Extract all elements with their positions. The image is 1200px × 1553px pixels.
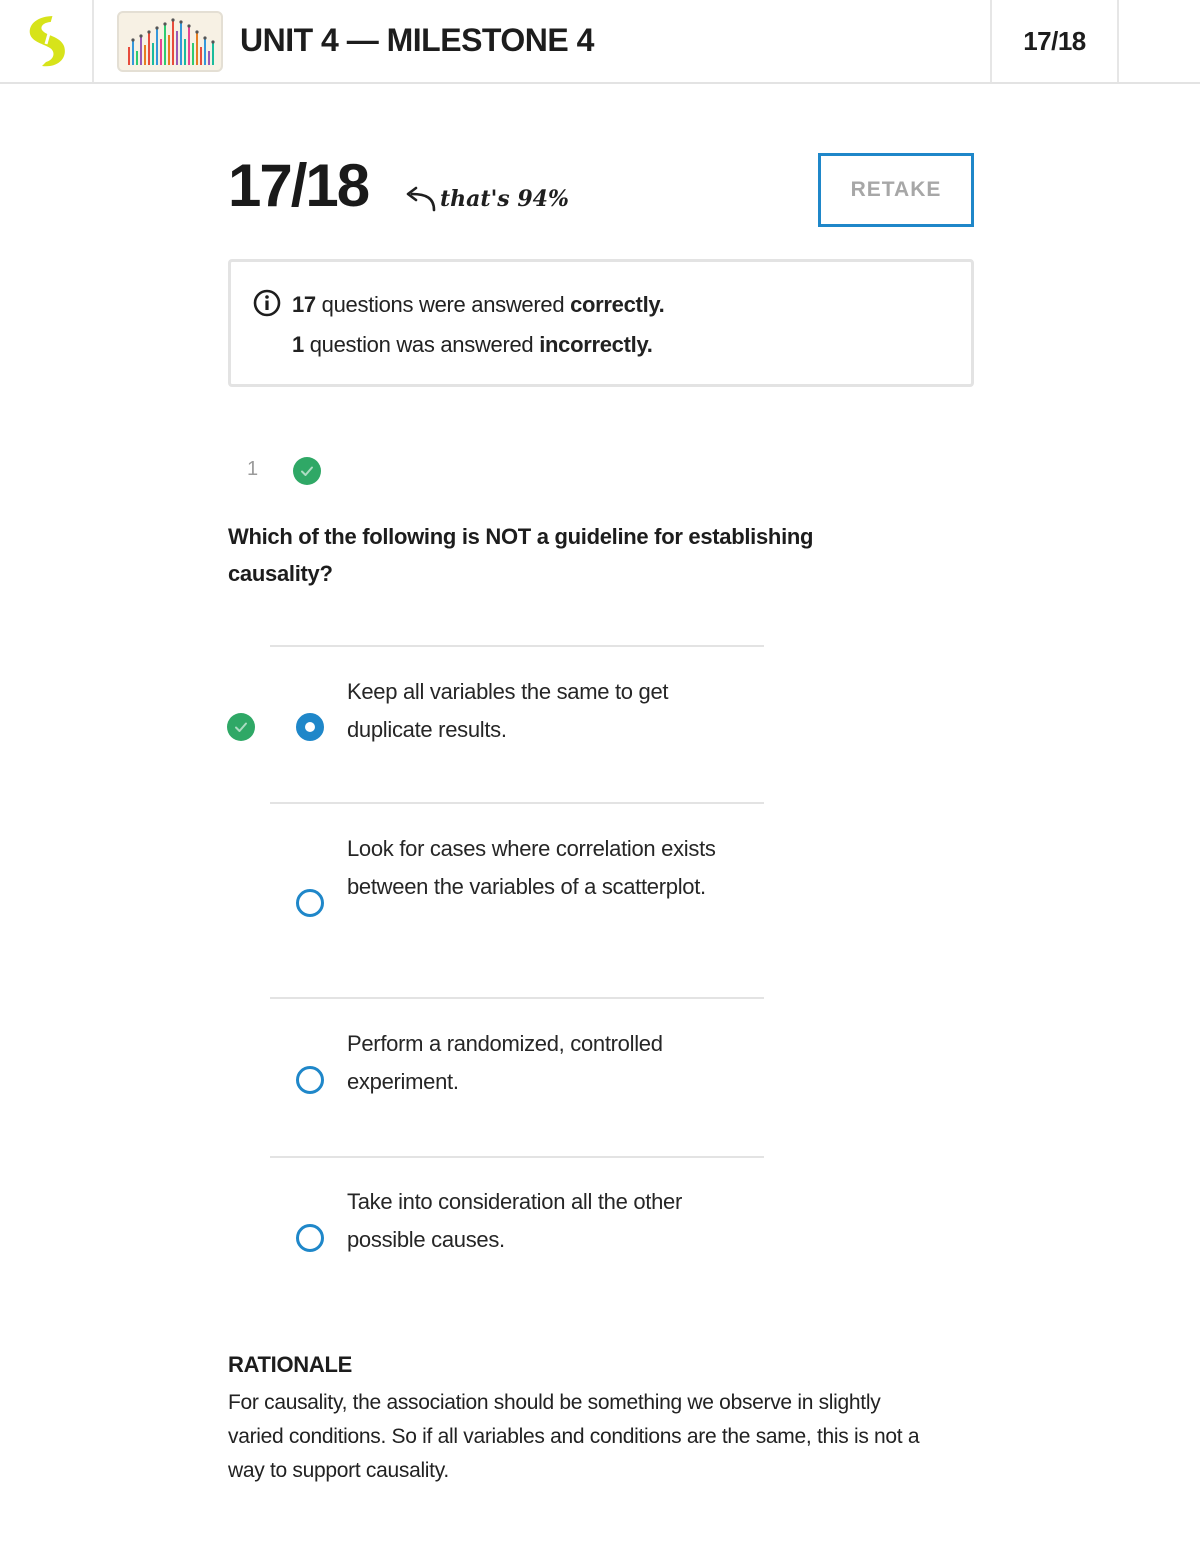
retake-button[interactable]: RETAKE — [818, 153, 974, 227]
score-display: 17/18 — [228, 152, 369, 219]
answer-radio-selected[interactable] — [296, 713, 324, 741]
curved-arrow-left-icon — [404, 186, 436, 212]
summary-correct-line — [292, 292, 665, 318]
incorrect-word: incorrectly. — [539, 332, 653, 357]
summary-incorrect-line — [292, 332, 653, 358]
info-icon — [253, 289, 281, 317]
correct-check-icon — [293, 457, 321, 485]
percent-note-text: that's 94% — [440, 186, 569, 212]
answer-radio[interactable] — [296, 1224, 324, 1252]
logo-area[interactable] — [0, 0, 94, 82]
correct-word: correctly. — [570, 292, 665, 317]
results-summary-box — [228, 259, 974, 387]
question-number: 1 — [247, 458, 259, 480]
answer-radio[interactable] — [296, 1066, 324, 1094]
answer-option[interactable]: Keep all variables the same to get duplicate results. — [347, 679, 669, 742]
bar-chart-icon — [119, 13, 223, 72]
incorrect-count: 1 — [292, 332, 304, 357]
course-thumbnail — [117, 11, 223, 72]
answer-option[interactable]: Perform a randomized, controlled experiment. — [347, 1031, 663, 1094]
answer-option[interactable]: Look for cases where correlation exists between the variables of a scatterplot. — [347, 836, 716, 899]
correct-answer-check-icon — [227, 713, 255, 741]
unit-title: UNIT 4 — MILESTONE 4 — [240, 22, 594, 58]
answer-radio[interactable] — [296, 889, 324, 917]
question-text: Which of the following is NOT a guideline for establishing causality? — [228, 524, 814, 586]
incorrect-text: question was answered — [303, 332, 540, 357]
rationale-body: For causality, the association should be something we observe in slightly varied conditions. So if all variables and conditions are the same, this is not a way to support causality. — [228, 1391, 920, 1482]
rationale-title: RATIONALE — [228, 1352, 352, 1377]
answer-divider — [270, 802, 764, 804]
answer-divider — [270, 1156, 764, 1158]
sophia-logo-icon[interactable] — [24, 14, 70, 68]
correct-text: questions were answered — [315, 292, 571, 317]
top-header — [0, 0, 1200, 84]
correct-count: 17 — [292, 292, 316, 317]
percent-note — [404, 186, 569, 212]
answer-divider — [270, 997, 764, 999]
answer-divider — [270, 645, 764, 647]
answer-option[interactable]: Take into consideration all the other possible causes. — [347, 1189, 683, 1252]
header-score: 17/18 — [990, 0, 1119, 82]
